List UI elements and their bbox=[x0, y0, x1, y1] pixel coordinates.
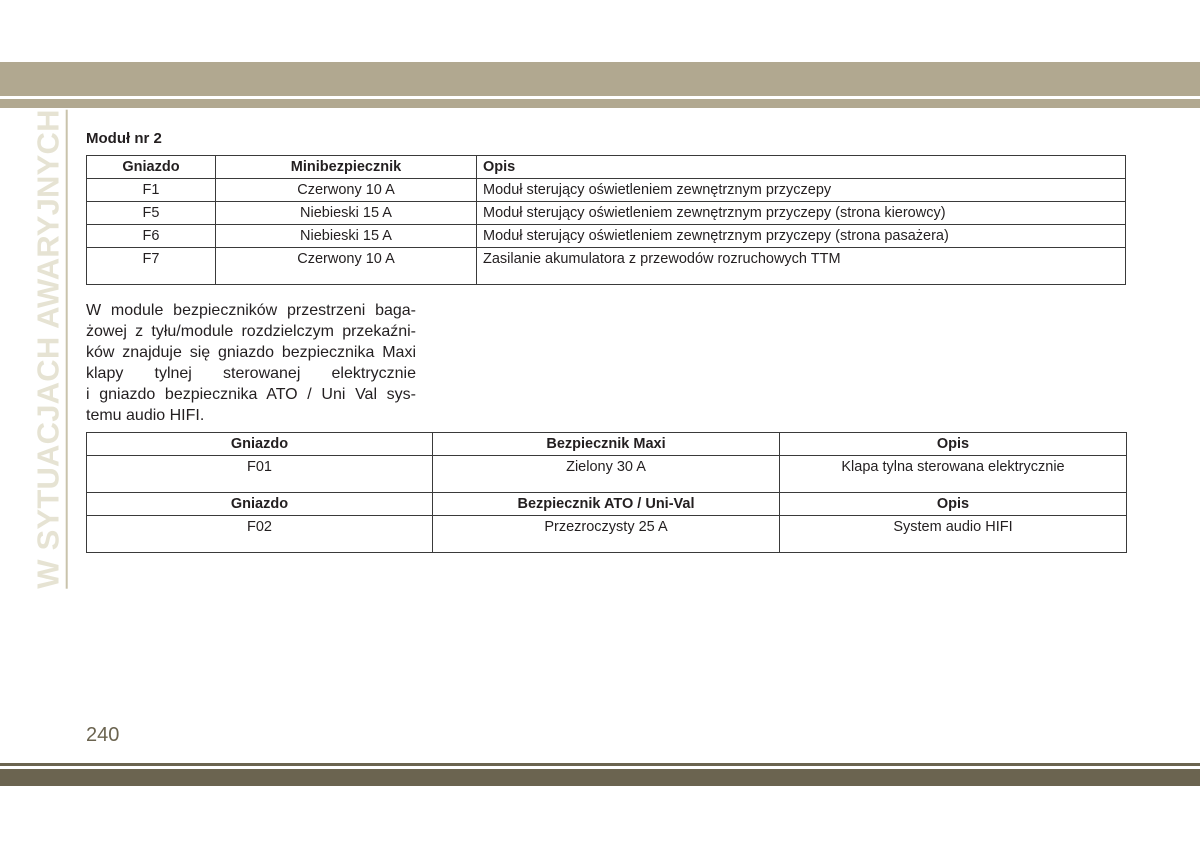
cell-description: Moduł sterujący oświetleniem zewnętrznym przyczepy (strona kierowcy) bbox=[477, 202, 1126, 225]
cell-socket: F7 bbox=[87, 248, 216, 285]
fuse-table-luggage bbox=[86, 432, 1127, 553]
table-row bbox=[87, 179, 1126, 202]
module-title: Moduł nr 2 bbox=[86, 130, 162, 147]
table-row bbox=[87, 202, 1126, 225]
column-header-description: Opis bbox=[780, 493, 1127, 516]
cell-fuse: Zielony 30 A bbox=[433, 456, 780, 493]
table-row bbox=[87, 248, 1126, 285]
column-header-socket: Gniazdo bbox=[87, 433, 433, 456]
section-side-title bbox=[30, 109, 70, 589]
table-header-row bbox=[87, 156, 1126, 179]
column-header-socket: Gniazdo bbox=[87, 156, 216, 179]
table-row bbox=[87, 225, 1126, 248]
cell-socket: F01 bbox=[87, 456, 433, 493]
fuse-table-module-2 bbox=[86, 155, 1126, 285]
paragraph-line: W module bezpieczników przestrzeni baga- bbox=[86, 302, 416, 319]
footer-stripe bbox=[0, 763, 1200, 766]
paragraph-line: żowej z tyłu/module rozdzielczym przekaźni- bbox=[86, 323, 416, 340]
paragraph-line: klapy tylnej sterowanej elektrycznie bbox=[86, 365, 416, 382]
cell-fuse: Niebieski 15 A bbox=[216, 225, 477, 248]
paragraph-line: i gniazdo bezpiecznika ATO / Uni Val sys- bbox=[86, 386, 416, 403]
cell-socket: F1 bbox=[87, 179, 216, 202]
header-stripe bbox=[0, 99, 1200, 108]
cell-socket: F6 bbox=[87, 225, 216, 248]
paragraph-line: temu audio HIFI. bbox=[86, 407, 205, 424]
footer-band bbox=[0, 769, 1200, 786]
side-title-text: W SYTUACJACH AWARYJNYCH bbox=[31, 109, 66, 589]
cell-socket: F02 bbox=[87, 516, 433, 553]
cell-fuse: Czerwony 10 A bbox=[216, 248, 477, 285]
table-header-row bbox=[87, 493, 1127, 516]
column-header-description: Opis bbox=[477, 156, 1126, 179]
table-header-row bbox=[87, 433, 1127, 456]
info-paragraph bbox=[86, 300, 416, 426]
cell-fuse: Czerwony 10 A bbox=[216, 179, 477, 202]
page-number: 240 bbox=[86, 724, 120, 746]
table-row bbox=[87, 516, 1127, 553]
column-header-ato-fuse: Bezpiecznik ATO / Uni-Val bbox=[433, 493, 780, 516]
column-header-minifuse: Minibezpiecznik bbox=[216, 156, 477, 179]
cell-description: Zasilanie akumulatora z przewodów rozruchowych TTM bbox=[477, 248, 1126, 285]
column-header-socket: Gniazdo bbox=[87, 493, 433, 516]
column-header-maxi-fuse: Bezpiecznik Maxi bbox=[433, 433, 780, 456]
cell-fuse: Przezroczysty 25 A bbox=[433, 516, 780, 553]
column-header-description: Opis bbox=[780, 433, 1127, 456]
cell-description: Klapa tylna sterowana elektrycznie bbox=[780, 456, 1127, 493]
cell-description: System audio HIFI bbox=[780, 516, 1127, 553]
cell-fuse: Niebieski 15 A bbox=[216, 202, 477, 225]
header-band bbox=[0, 62, 1200, 96]
paragraph-line: ków znajduje się gniazdo bezpiecznika Maxi bbox=[86, 344, 416, 361]
cell-description: Moduł sterujący oświetleniem zewnętrznym przyczepy bbox=[477, 179, 1126, 202]
cell-description: Moduł sterujący oświetleniem zewnętrznym przyczepy (strona pasażera) bbox=[477, 225, 1126, 248]
cell-socket: F5 bbox=[87, 202, 216, 225]
table-row bbox=[87, 456, 1127, 493]
